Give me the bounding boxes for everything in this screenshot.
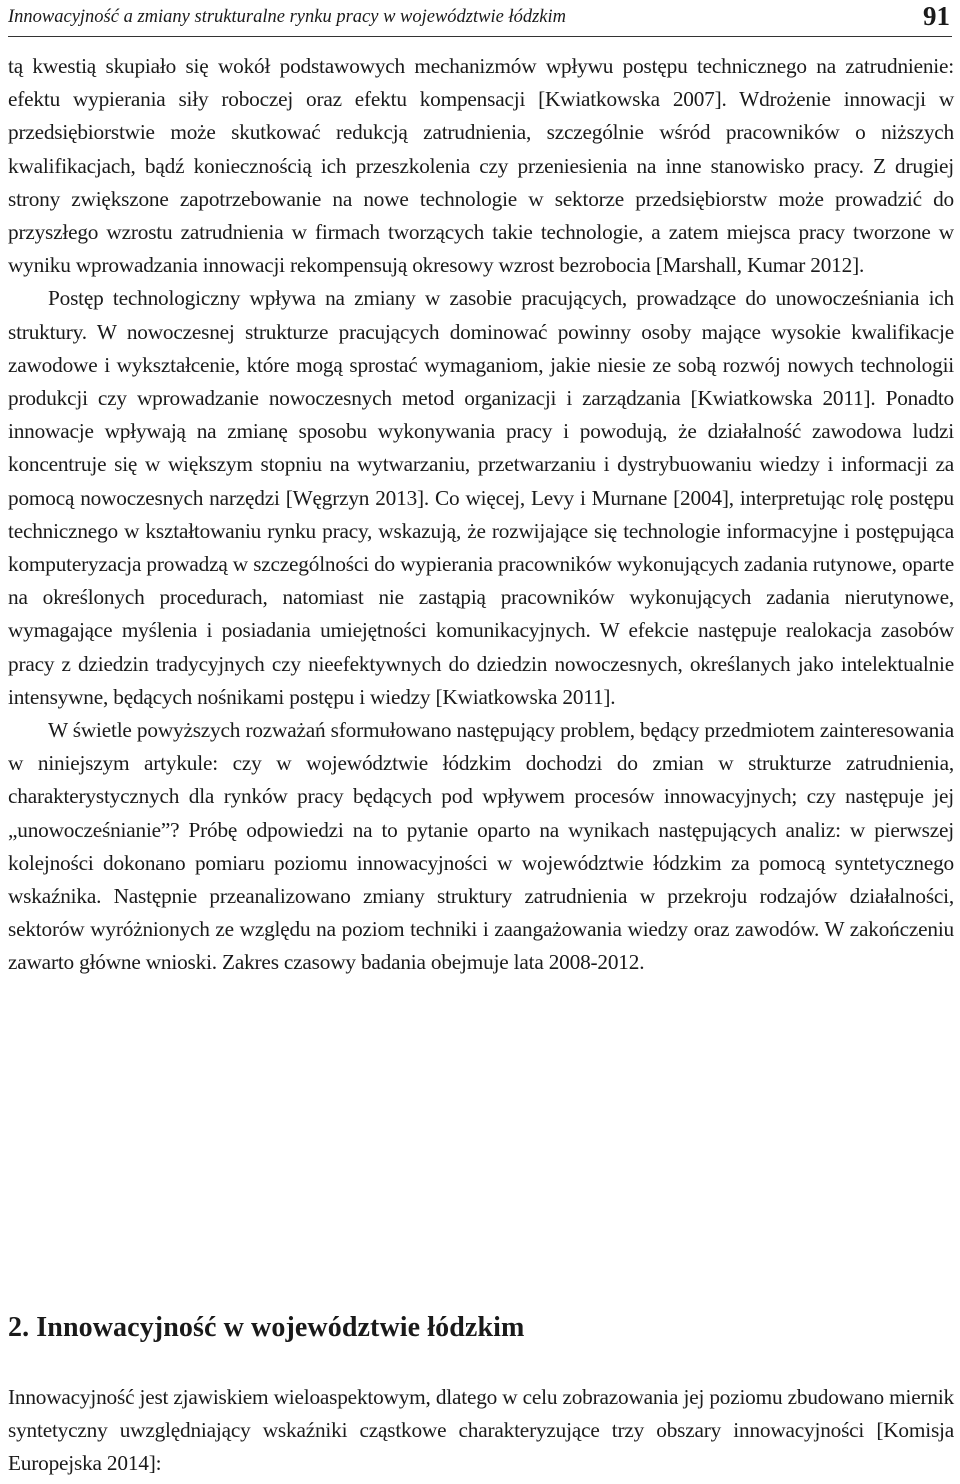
body-text — [8, 50, 954, 980]
paragraph-continuation: tą kwestią skupiało się wokół podstawowych mechanizmów wpływu postępu technicznego na zatrudnienie: efektu wypierania siły roboczej oraz efektu kompensacji [Kwiatkowska 2007]. Wdrożenie innowacji w przedsiębiorstwie może skutkować redukcją zatrudnienia, szczególnie wśród pracowników o niższych kwalifikacjach, bądź koniecznością ich przeszkolenia czy przeniesienia na inne stanowisko pracy. Z drugiej strony zwiększone zapotrzebowanie na nowe technologie w sektorze przedsiębiorstw może prowadzić do przyszłego wzrostu zatrudnienia w firmach tworzących takie technologie, a zatem miejsca pracy tworzone w wyniku wprowadzania innowacji rekompensują okresowy wzrost bezrobocia [Marshall, Kumar 2012]. — [8, 54, 954, 278]
paragraph-technological-progress: Postęp technologiczny wpływa na zmiany w zasobie pracujących, prowadzące do unowocześniania ich struktury. W nowoczesnej strukturze pracujących dominować powinny osoby mające wysokie kwalifikacje zawodowe i wykształcenie, które mogą sprostać wymaganiom, jakie niesie ze sobą rozwój nowych technologii produkcji czy wprowadzanie nowoczesnych metod organizacji i zarządzania [Kwiatkowska 2011]. Ponadto innowacje wpływają na zmianę sposobu wykonywania pracy i powodują, że działalność zawodowa ludzi koncentruje się w większym stopniu na wytwarzaniu, przetwarzaniu i dystrybuowaniu wiedzy i informacji za pomocą nowoczesnych narzędzi [Węgrzyn 2013]. Co więcej, Levy i Murnane [2004], interpretując rolę postępu technicznego w kształtowaniu rynku pracy, wskazują, że rozwijające się technologie informacyjne i postępująca komputeryzacja prowadzą w szczególności do wypierania pracowników wykonujących zadania rutynowe, oparte na określonych procedurach, natomiast nie zastąpią pracowników wykonujących zadania nierutynowe, wymagające myślenia i posiadania umiejętności komunikacyjnych. W efekcie następuje realokacja zasobów pracy z dziedzin tradycyjnych czy nieefektywnych do dziedzin nowoczesnych, określanych jako intelektualnie intensywne, będących nośnikami postępu i wiedzy [Kwiatkowska 2011]. — [8, 286, 954, 709]
running-header — [8, 0, 952, 37]
paragraph-section-intro: Innowacyjność jest zjawiskiem wieloaspektowym, dlatego w celu zobrazowania jej poziomu zbudowano miernik syntetyczny uwzględniający wskaźniki cząstkowe charakteryzujące trzy obszary innowacyjności [Komisja Europejska 2014]: — [8, 1385, 954, 1476]
section-heading: 2. Innowacyjność w województwie łódzkim — [8, 1312, 525, 1343]
page-number: 91 — [923, 1, 950, 31]
paragraph-research-problem: W świetle powyższych rozważań sformułowano następujący problem, będący przedmiotem zainteresowania w niniejszym artykule: czy w województwie łódzkim dochodzi do zmian w strukturze zatrudnienia, charakterystycznych dla rynków pracy będących pod wpływem procesów innowacyjnych; czy następuje jej „unowocześnianie”? Próbę odpowiedzi na to pytanie oparto na wynikach następujących analiz: w pierwszej kolejności dokonano pomiaru poziomu innowacyjności w województwie łódzkim za pomocą syntetycznego wskaźnika. Następnie przeanalizowano zmiany struktury zatrudnienia w przekroju rodzajów działalności, sektorów wyróżnionych ze względu na poziom techniki i zaangażowania wiedzy oraz zawodów. W zakończeniu zawarto główne wnioski. Zakres czasowy badania obejmuje lata 2008-2012. — [8, 718, 954, 975]
running-title: Innowacyjność a zmiany strukturalne rynku pracy w województwie łódzkim — [8, 7, 567, 27]
section-body — [8, 1381, 954, 1481]
